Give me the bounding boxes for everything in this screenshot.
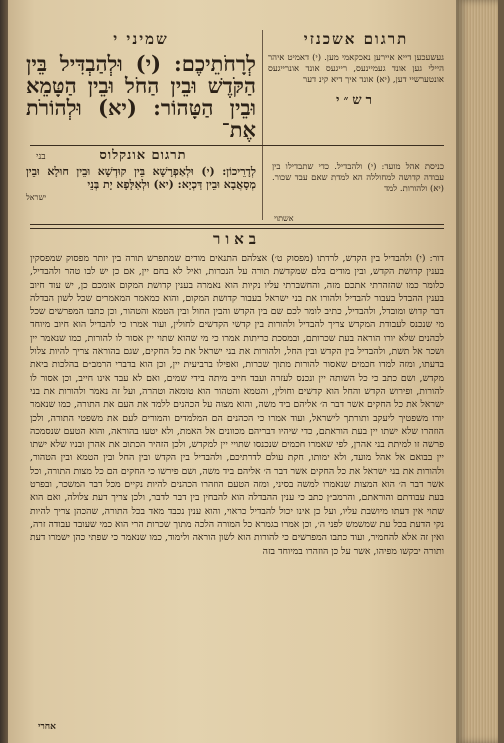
section-rule [30,145,444,146]
running-head-left: שמיני י [113,30,169,48]
translation-column [268,30,444,112]
book-binding-edge [0,0,8,743]
onkelos-end-word: ישראל [26,193,47,202]
rashi-catchword: אשתוי [274,214,294,223]
book-page-edges [456,0,504,743]
biur-divider [30,224,444,229]
biur-heading: באור [212,230,262,248]
rashi-text: כניסת אהל מועד: (י) ולהבדיל. כדי שתבדילו בין עבודה קדושה למחוללה הא למדת שאם עבד שכור. (יא) ולהורות. למד [272,162,444,194]
biur-catchword: אחרי [38,722,56,732]
onkelos-text: לְדָרֵיכוֹן: (י) וּלְאַפְרָשָׁא בֵּין קוּדְשָׁא וּבֵין חוּלָא וּבֵין מְסָאֲבָא וּבֵין דַּכְיָא: (יא) וּלְאַלָּפָא יָת בְּנֵי [26,165,256,191]
main-text-column [26,30,256,141]
onkelos-catchword: בני [36,152,46,162]
book-cover-edge [498,0,504,743]
rashi-heading: רש״י [336,93,376,108]
onkelos-heading: תרגום אונקלוס [99,148,187,163]
column-divider [262,30,263,220]
running-head-right: תרגום אשכנזי [303,30,409,48]
rashi-column [272,162,444,195]
german-translation-text: געשעכען דייא איירען נאכקאמי מען. (י) דאמיט איהר היילי גען אונד געמיינעס, רייגעס אונד אונרייגעס אונטערשיי דען, (יא) אונד איך דיא קינ דער [268,53,444,85]
torah-verse-text: לְרָחֹתֵיכֶם: (י) וּלְהַבְדִּיל בֵּין הַקֹּדֶשׁ וּבֵין הַחֹל וּבֵין הַטָּמֵא וּבֵין הַטָּהוֹר: (יא) וּלְהוֹרֹת אֶת־ [26,51,256,142]
book-page [8,0,456,743]
biur-commentary-text: דור: (י) ולהבדיל בין הקדש, לרדתו (מפסוק ט׳) אצלהם התנאים מודים שמתפרש תורה בין יותר מפסוק שמפסקין בענין קדושת הקדש, ובין מודים בלם שמקדשת תורה על הנכרות, ואיל לא בחם יין, אם כן יש לבו טהר ולהבדיל, כלומר כמו שהזהרתי אתכם מזה, והחשברתי עליו נקיות הוא נאמרה בענין קדושת המקום אומכם כן, יש עוד חיוב בענין ההבדל בעבור להבדיל ולהורו את בני ישראל בעבור קדושת המקום, והוא כמאמר המאמרים שכל לשון הבדלה דבר קדוש ומובדל, ולהבדיל, כתיב לומר לכם שם בין הקדש והבין החול ובין הטמא והטהור, וכן כתבו המפרשים שכל מי שנכנס לעבודת המקדש צריך להבדיל ולהורות בין קדשי הקדשים לחולין, ועוד אמרו כי להבדיל הוא חיוב מיוחד לכהנים שלא יורו הוראה בעת שכרותם, ובמסכת כריתות אמרו כי מי שהוא שתוי יין אסור לו להורות, כמו שנאמר יין ושכר אל תשת, ולהבדיל בין הקדש ובין החל, ולהורות את בני ישראל את כל החקים, שגם בהוראה צריך להיות צלול בדעתו, ומזה למדו חכמים שאסור להורות מתוך שכרות, ואפילו ברביעית יין, וכן הוא בדברי הרמב״ם בהלכות ביאת מקדש, ושם כתב כי כל השותה יין ונכנס לעזרה ועבד חייב מיתה בידי שמים, ואם לא עבד אינו חייב, וכן אסור לו להורות, ופירוש הקדש והחל הוא קדשים וחולין, והטמא והטהור הוא טומאה וטהרה, ועל זה נאמר ולהורות את בני ישראל את כל החקים אשר דבר ה׳ אליהם ביד משה, והוא מצוה על הכהנים ללמד את העם את התורה, כמו שנאמר יורו משפטיך ליעקב ותורתך לישראל, ועוד אמרו כי הכהנים הם המלמדים והמורים לעם את משפטי התורה, ולכן הוזהרו שלא ישתו יין בעת הוראתם, כדי שיהיו דבריהם מכוונים אל האמת, ולא יטעו בהוראה, והוא הטעם שנסמכה פרשה זו למיתת בני אהרן, לפי שאמרו חכמים שנכנסו שתויי יין למקדש, ולכן הזהיר הכתוב את אהרן ובניו שלא ישתו יין בבואם אל אהל מועד, ולא ימותו, חקת עולם לדרתיכם, ולהבדיל בין הקדש ובין החל ובין הטמא ובין הטהור, ולהורות את בני ישראל את כל החקים אשר דבר ה׳ אליהם ביד משה, ושם פירשו כי החקים הם כל מצות התורה, וכל אשר דבר ה׳ הוא המצות שנאמרו למשה בסיני, ומזה הטעם הוזהרו הכהנים להיות נקיים מכל דבר המשכר, ובפרט בעת עבודתם והוראתם, והרמב״ן כתב כי ענין ההבדלה הוא להבחין בין דבר לדבר, ולכן צריך דעת צלולה, ואם הוא שתוי אין דעתו מיושבת עליו, ועל כן אינו יכול להבדיל כראוי, והוא ענין נכבד מאד בכל התורה, שהכהן צריך להיות נקי הדעת בכל עת שמשמש לפני ה׳, וכן אמרו בגמרא כל המורה הלכה מתוך שכרות הרי הוא כמי שעובד עבודה זרה, ואין זה אלא להחמיר, ועוד כתבו המפרשים כי להורות הוא לשון הוראה ולימוד, כמו שנאמר כי שפתי כהן ישמרו דעת ותורה יבקשו מפיהו, אשר על כן הוזהרו במיוחד בזה [30,253,444,557]
